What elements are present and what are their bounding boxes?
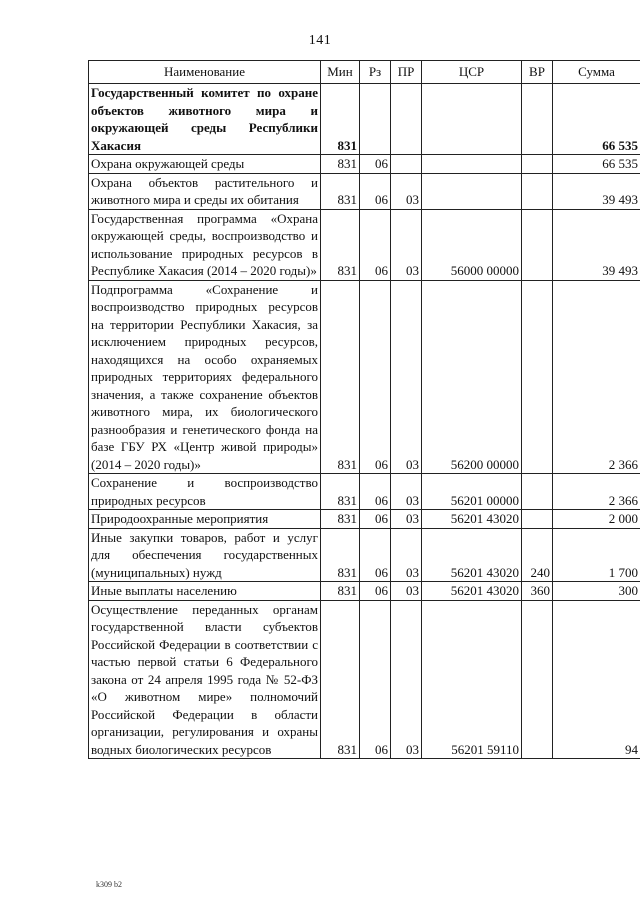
cell-min: 831 — [321, 209, 360, 280]
cell-vr — [522, 474, 553, 510]
cell-min: 831 — [321, 600, 360, 759]
cell-csr — [422, 84, 522, 155]
cell-csr: 56000 00000 — [422, 209, 522, 280]
cell-csr: 56201 59110 — [422, 600, 522, 759]
page-number: 141 — [308, 33, 332, 48]
cell-name: Охрана окружающей среды — [89, 155, 321, 174]
budget-table — [88, 60, 640, 759]
cell-sum: 2 366 — [553, 474, 640, 510]
header-pr: ПР — [391, 61, 422, 84]
cell-rz: 06 — [360, 280, 391, 474]
cell-rz: 06 — [360, 155, 391, 174]
cell-sum: 300 — [553, 582, 640, 601]
cell-pr: 03 — [391, 474, 422, 510]
cell-sum: 1 700 — [553, 528, 640, 582]
cell-pr — [391, 155, 422, 174]
cell-pr: 03 — [391, 600, 422, 759]
table-row — [89, 209, 640, 280]
header-min: Мин — [321, 61, 360, 84]
table-header-row — [89, 61, 640, 84]
header-csr: ЦСР — [422, 61, 522, 84]
cell-rz — [360, 84, 391, 155]
cell-pr: 03 — [391, 582, 422, 601]
cell-rz: 06 — [360, 600, 391, 759]
footer-code: k309 b2 — [96, 880, 122, 889]
cell-vr — [522, 600, 553, 759]
table-row — [89, 582, 640, 601]
table-row — [89, 528, 640, 582]
cell-rz: 06 — [360, 582, 391, 601]
cell-pr: 03 — [391, 510, 422, 529]
table-body — [89, 84, 640, 759]
cell-sum: 2 366 — [553, 280, 640, 474]
cell-csr: 56200 00000 — [422, 280, 522, 474]
cell-rz: 06 — [360, 173, 391, 209]
cell-sum: 2 000 — [553, 510, 640, 529]
cell-vr: 360 — [522, 582, 553, 601]
cell-min: 831 — [321, 510, 360, 529]
table-row — [89, 510, 640, 529]
cell-pr: 03 — [391, 173, 422, 209]
cell-name: Подпрограмма «Сохранение и воспроизводство природных ресурсов на территории Республики Хакасия, за исключением природных ресурсов, находящихся на особо охраняемых природных территориях федерального значения, а также сохранение объектов животного мира, их биологического разнообразия и генетического фонда на базе ГБУ РХ «Центр живой природы» (2014 – 2020 годы)» — [89, 280, 321, 474]
header-name: Наименование — [89, 61, 321, 84]
cell-min: 831 — [321, 173, 360, 209]
header-sum: Сумма — [553, 61, 640, 84]
cell-sum: 39 493 — [553, 209, 640, 280]
cell-sum: 66 535 — [553, 155, 640, 174]
cell-sum: 94 — [553, 600, 640, 759]
cell-min: 831 — [321, 582, 360, 601]
cell-sum: 66 535 — [553, 84, 640, 155]
cell-vr — [522, 510, 553, 529]
cell-csr: 56201 43020 — [422, 510, 522, 529]
cell-name: Иные закупки товаров, работ и услуг для обеспечения государственных (муниципальных) нужд — [89, 528, 321, 582]
cell-csr: 56201 00000 — [422, 474, 522, 510]
cell-sum: 39 493 — [553, 173, 640, 209]
cell-name: Государственный комитет по охране объектов животного мира и окружающей среды Республики Хакасия — [89, 84, 321, 155]
cell-rz: 06 — [360, 474, 391, 510]
cell-pr: 03 — [391, 528, 422, 582]
cell-vr — [522, 155, 553, 174]
cell-min: 831 — [321, 155, 360, 174]
table-row — [89, 155, 640, 174]
cell-name: Иные выплаты населению — [89, 582, 321, 601]
header-vr: ВР — [522, 61, 553, 84]
cell-vr — [522, 173, 553, 209]
cell-name: Государственная программа «Охрана окружающей среды, воспроизводство и использование природных ресурсов в Республике Хакасия (2014 – 2020 годы)» — [89, 209, 321, 280]
cell-name: Охрана объектов растительного и животного мира и среды их обитания — [89, 173, 321, 209]
cell-name: Осуществление переданных органам государственной власти субъектов Российской Федерации в соответствии с частью первой статьи 6 Федерального закона от 24 апреля 1995 года № 52-ФЗ «О животном мире» полномочий Российской Федерации в области организации, регулирования и охраны водных биологических ресурсов — [89, 600, 321, 759]
cell-rz: 06 — [360, 209, 391, 280]
cell-vr — [522, 84, 553, 155]
cell-vr: 240 — [522, 528, 553, 582]
cell-csr: 56201 43020 — [422, 582, 522, 601]
cell-vr — [522, 209, 553, 280]
cell-vr — [522, 280, 553, 474]
cell-min: 831 — [321, 528, 360, 582]
cell-rz: 06 — [360, 510, 391, 529]
cell-min: 831 — [321, 280, 360, 474]
cell-min: 831 — [321, 84, 360, 155]
cell-csr — [422, 155, 522, 174]
cell-csr: 56201 43020 — [422, 528, 522, 582]
cell-min: 831 — [321, 474, 360, 510]
cell-csr — [422, 173, 522, 209]
cell-name: Природоохранные мероприятия — [89, 510, 321, 529]
table-row — [89, 280, 640, 474]
cell-name: Сохранение и воспроизводство природных ресурсов — [89, 474, 321, 510]
table-row — [89, 84, 640, 155]
header-rz: Рз — [360, 61, 391, 84]
table-row — [89, 600, 640, 759]
cell-rz: 06 — [360, 528, 391, 582]
table-row — [89, 173, 640, 209]
table-row — [89, 474, 640, 510]
cell-pr: 03 — [391, 280, 422, 474]
cell-pr: 03 — [391, 209, 422, 280]
cell-pr — [391, 84, 422, 155]
